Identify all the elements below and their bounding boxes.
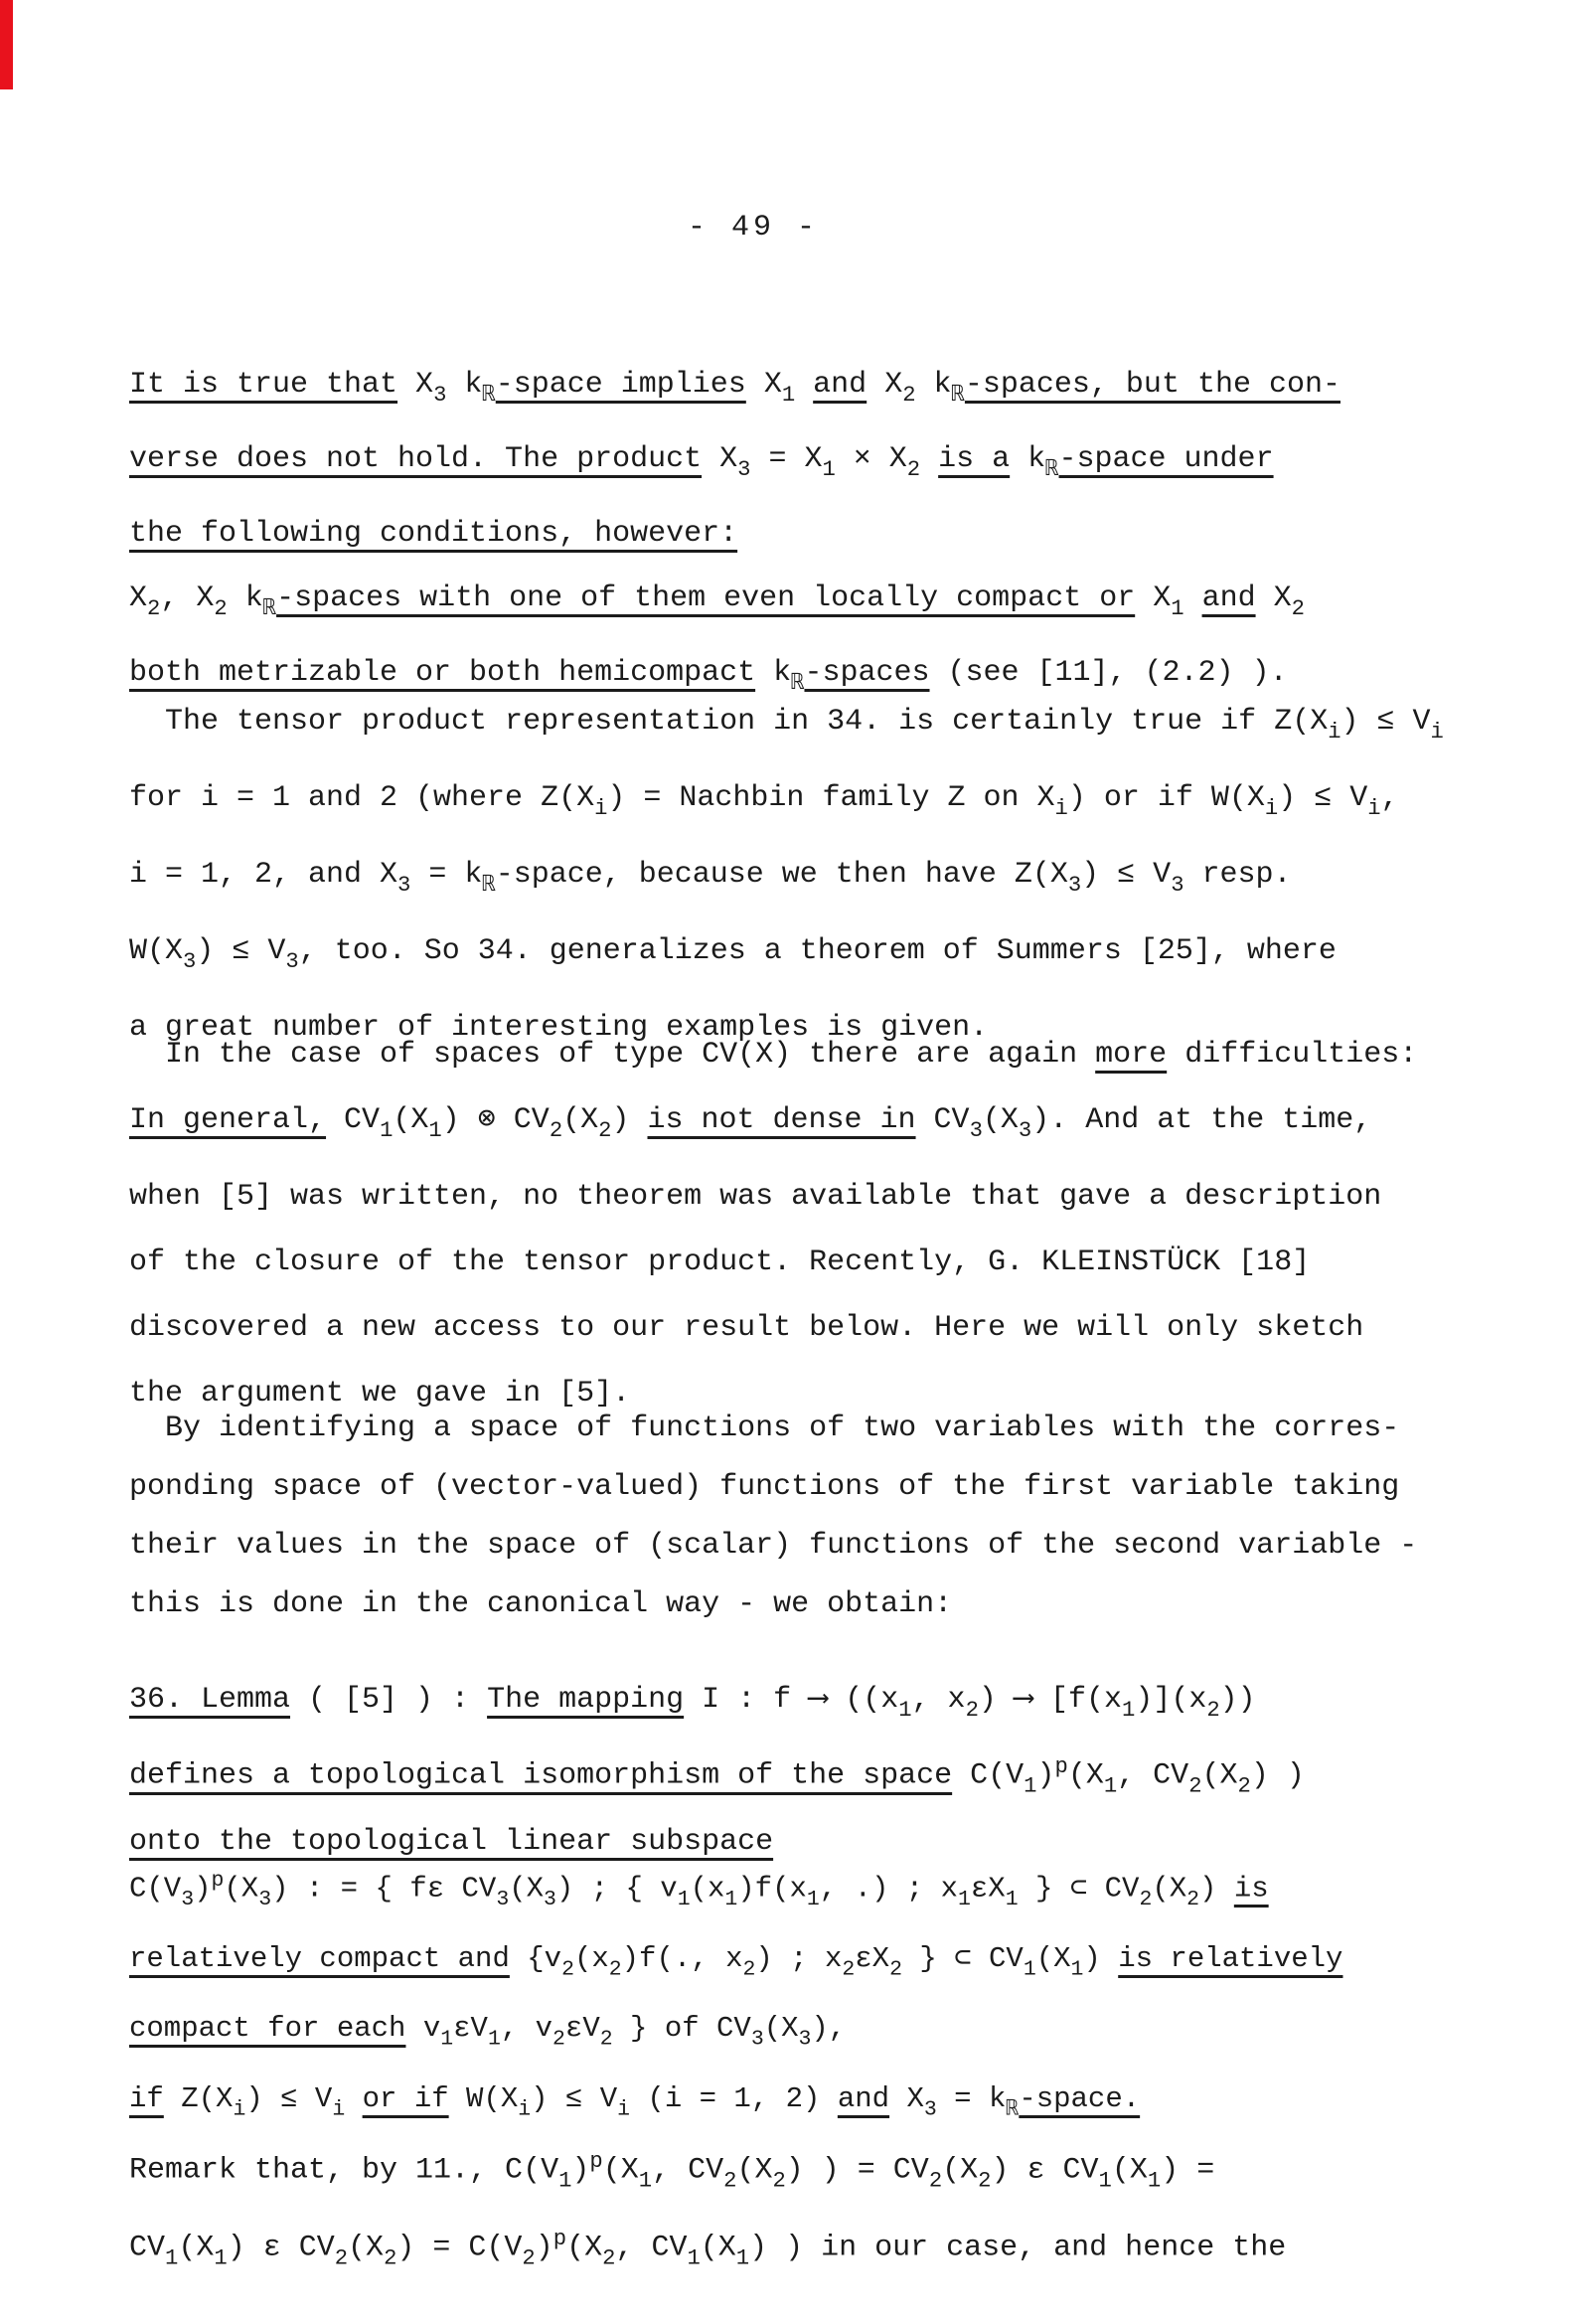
text-line: By identifying a space of functions of two variables with the corres- [129, 1411, 1400, 1445]
text-line: $X_2$, $X_2$ $k_ℝ$-spaces with one of them even locally compact or $X_1$ and $X_2$ [129, 581, 1305, 621]
scan-edge-artifact [0, 0, 13, 89]
page-number: - 49 - [688, 211, 820, 245]
text-line: ponding space of (vector-valued) functions of the first variable taking [129, 1470, 1400, 1504]
text-line: of the closure of the tensor product. Recently, G. KLEINSTÜCK [18] [129, 1245, 1311, 1279]
tensor-paragraph [129, 689, 1466, 1061]
text-line: verse does not hold. The product $X_3 = X_1 \times X_2$ is a $k_ℝ$-space under [129, 441, 1274, 482]
text-line: discovered a new access to our result below. Here we will only sketch [129, 1310, 1364, 1345]
text-line: relatively compact and {$v_2(x_2)f$(., $x_2$) ; $x_2\varepsilon X_2$ } ⊂ $CV_1(X_1)$ is relatively [129, 1941, 1343, 1982]
lemma-36-statement [129, 1672, 1466, 1871]
text-line: the following conditions, however: [129, 516, 738, 551]
text-line: the argument we gave in [5]. [129, 1376, 631, 1411]
text-line: both metrizable or both hemicompact $k_ℝ$-spaces (see [11], (2.2) ). [129, 655, 1288, 696]
text-line: for i = 1 and 2 (where $Z(X_i)$ = Nachbin family Z on $X_i$) or if $W(X_i) \le V_i$, [129, 780, 1399, 821]
remark-paragraph [129, 2133, 1466, 2287]
text-line: It is true that $X_3$ $k_ℝ$-space implies $X_1$ and $X_2$ $k_ℝ$-spaces, but the con- [129, 368, 1340, 408]
identification-paragraph [129, 1400, 1466, 1634]
text-line: $CV_1(X_1)$ ε $CV_2(X_2) = C(V_2)^p(X_2$, $CV_1(X_1)$ ) in our case, and hence the [129, 2226, 1287, 2271]
text-line: 36. Lemma ( [5] ) : The mapping I : f ⟶ (($x_1$, $x_2$) ⟶ $[f(x_1)](x_2)$) [129, 1683, 1256, 1723]
text-line: if $Z(X_i) \le V_i$ or if $W(X_i) \le V_i$ (i = 1, 2) and $X_3$ = $k_ℝ$-space. [129, 2082, 1141, 2122]
cv-spaces-paragraph [129, 1022, 1466, 1426]
text-line: i = 1, 2, and $X_3$ = $k_ℝ$-space, because we then have $Z(X_3) \le V_3$ resp. [129, 857, 1292, 898]
text-line: their values in the space of (scalar) functions of the second variable - [129, 1529, 1418, 1563]
text-line: In the case of spaces of type CV(X) there are again more difficulties: [129, 1038, 1418, 1072]
text-line: this is done in the canonical way - we obtain: [129, 1587, 953, 1621]
intro-paragraph [129, 353, 1466, 716]
lemma-display-math [129, 1851, 1466, 2140]
text-line: a great number of interesting examples is given. [129, 1010, 989, 1045]
text-line: defines a topological isomorphism of the space $C(V_1)^p(X_1$, $CV_2(X_2)$ ) [129, 1753, 1305, 1799]
text-line: The tensor product representation in 34. is certainly true if $Z(X_i) \le V_i$ [129, 705, 1444, 745]
text-line: Remark that, by 11., $C(V_1)^p(X_1$, $CV_2(X_2)$ ) = $CV_2(X_2)$ ε $CV_1(X_1)$ = [129, 2149, 1215, 2194]
text-line: In general, $CV_1(X_1)$ ⊗ $CV_2(X_2)$ is not dense in $CV_3(X_3)$. And at the time, [129, 1103, 1372, 1143]
text-line: $C(V_3)^p(X_3)$ : = { fε $CV_3(X_3)$ ; { $v_1(x_1)f(x_1$, .) ; $x_1\varepsilon X_1$ } ⊂ $CV_2(X_2)$ is [129, 1869, 1269, 1911]
text-line: onto the topological linear subspace [129, 1825, 774, 1860]
text-line: compact for each $v_1\varepsilon V_1$, $v_2\varepsilon V_2$ } of $CV_3(X_3)$, [129, 2012, 847, 2053]
text-line: when [5] was written, no theorem was available that gave a description [129, 1179, 1382, 1214]
text-line: $W(X_3) \le V_3$, too. So 34. generalizes a theorem of Summers [25], where [129, 933, 1337, 974]
